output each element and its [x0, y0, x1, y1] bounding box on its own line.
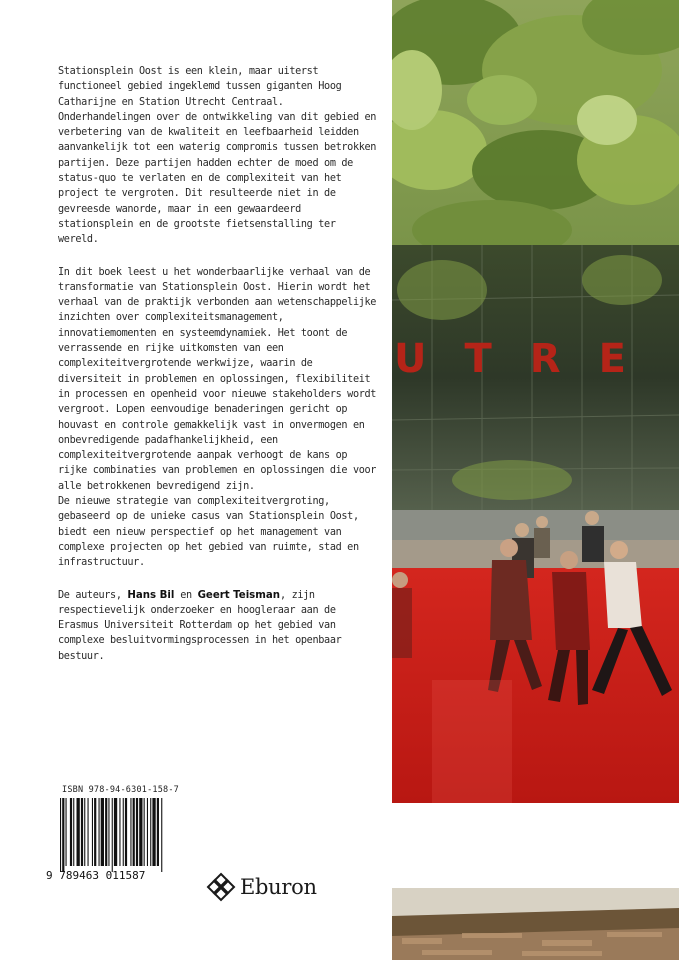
station-sign-text: UTRE [394, 336, 664, 382]
cover-photo-strip-bottom [392, 888, 679, 960]
blurb-text-column [58, 64, 378, 681]
cover-photo-stationsplein [392, 0, 679, 803]
barcode-number: 9 789463 011587 [46, 869, 146, 882]
eburon-logo-icon [206, 872, 236, 902]
author-name-1: Hans Bil [127, 589, 175, 601]
blurb-paragraph-1: Stationsplein Oost is een klein, maar uiterst functioneel gebied ingeklemd tussen giganten Hoog Catharijne en Station Utrecht Centraal. Onderhandelingen over de ontwikkeling van dit gebied en verbetering van de kwaliteit en leefbaarheid leidden aanvankelijk tot een waterig compromis tussen betrokken partijen. Deze partijen hadden echter de moed om de status-quo te verlaten en de complexiteit van het project te vergroten. Dit resulteerde niet in de gevreesde wanorde, maar in een gewaardeerd stationsplein en de grootste fietsenstalling ter wereld. [58, 66, 377, 246]
barcode-icon [60, 798, 193, 872]
isbn-label: ISBN 978-94-6301-158-7 [62, 785, 179, 795]
authors-paragraph: De auteurs, Hans Bil en Geert Teisman, zijn respectievelijk onderzoeker en hoogleraar aan de Erasmus Universiteit Rotterdam op het gebied van complexe besluitvormingsprocessen in het openbaar bestuur. [58, 589, 342, 662]
blurb-paragraph-2: In dit boek leest u het wonderbaarlijke verhaal van de transformatie van Stationsplein Oost. Hierin wordt het verhaal van de praktijk verbonden aan wetenschappelijke inzichten over complexiteitsmanagement, innovatiemomenten en systeemdynamiek. Het toont de verrassende en rijke uitkomsten van een complexiteitvergrotende werkwijze, waarin de diversiteit in problemen en oplossingen, flexibiliteit in processen en openheid voor nieuwe stakeholders wordt vergroot. Lopen eenvoudige benaderingen gericht op houvast en controle gemakkelijk vast in onvermogen en onbevredigende padafhankelijkheid, een complexiteitvergrotende aanpak verhoogt de kans op rijke combinaties van problemen en oplossingen die voor alle betrokkenen bevredigend zijn. [58, 266, 377, 492]
publisher-name: Eburon [240, 875, 317, 899]
author-name-2: Geert Teisman [197, 589, 280, 601]
publisher-logo [206, 872, 317, 902]
barcode-block [36, 785, 196, 882]
blurb-paragraph-3: De nieuwe strategie van complexiteitvergroting, gebaseerd op de unieke casus van Stationsplein Oost, biedt een nieuw perspectief op het management van complexe projecten op het gebied van ruimte, stad en infrastructuur. [58, 496, 359, 569]
